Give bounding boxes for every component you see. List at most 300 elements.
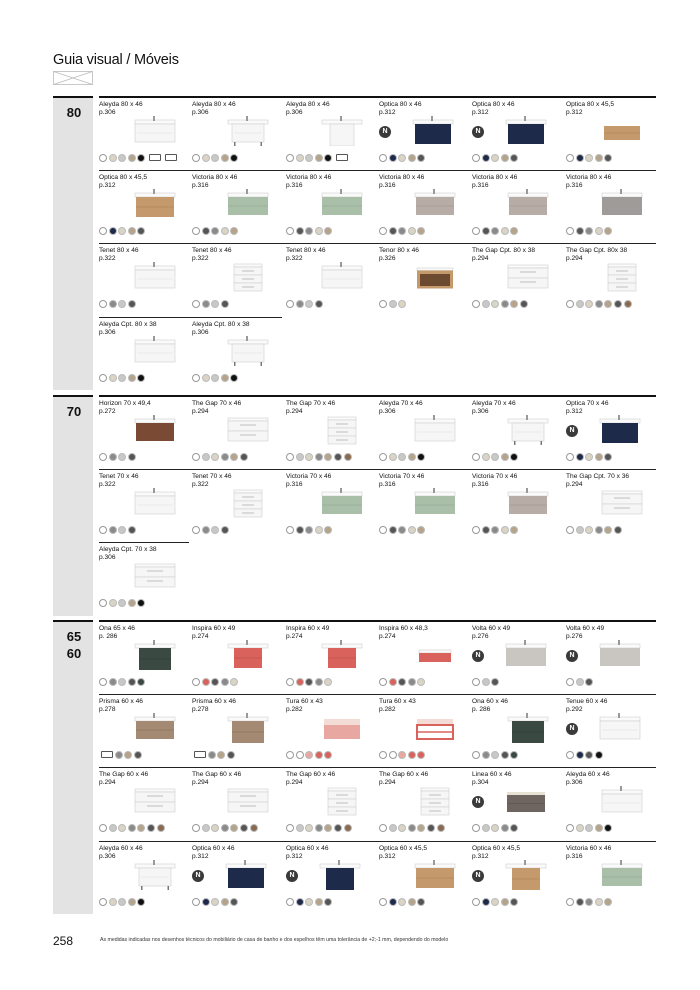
color-swatch[interactable] [491,154,499,162]
color-swatch[interactable] [286,300,294,308]
color-swatch[interactable] [118,526,126,534]
color-swatch[interactable] [296,300,304,308]
color-swatch[interactable] [109,227,117,235]
color-swatch[interactable] [408,678,416,686]
color-swatch[interactable] [491,526,499,534]
color-swatch[interactable] [604,154,612,162]
color-swatch[interactable] [118,227,126,235]
product-card[interactable] [99,397,189,469]
color-swatch[interactable] [202,453,210,461]
color-swatch[interactable] [417,154,425,162]
color-swatch[interactable] [604,453,612,461]
color-swatch[interactable] [221,678,229,686]
color-swatch[interactable] [240,824,248,832]
color-swatch[interactable] [324,526,332,534]
color-swatch[interactable] [585,898,593,906]
color-swatch[interactable] [566,526,574,534]
color-swatch[interactable] [585,154,593,162]
color-swatch[interactable] [305,824,313,832]
color-swatch[interactable] [230,227,238,235]
finish-option-icon[interactable] [336,154,348,161]
color-swatch[interactable] [417,227,425,235]
color-swatch[interactable] [389,751,397,759]
color-swatch[interactable] [118,678,126,686]
color-swatch[interactable] [566,678,574,686]
color-swatch[interactable] [389,898,397,906]
color-swatch[interactable] [585,751,593,759]
color-swatch[interactable] [137,824,145,832]
color-swatch[interactable] [192,526,200,534]
color-swatch[interactable] [595,227,603,235]
color-swatch[interactable] [417,824,425,832]
product-card[interactable] [99,695,189,767]
color-swatch[interactable] [128,599,136,607]
color-swatch[interactable] [324,751,332,759]
product-card[interactable] [566,842,656,914]
color-swatch[interactable] [585,300,593,308]
color-swatch[interactable] [305,300,313,308]
color-swatch[interactable] [286,154,294,162]
product-card[interactable] [286,171,376,243]
color-swatch[interactable] [315,751,323,759]
color-swatch[interactable] [614,526,622,534]
color-swatch[interactable] [389,154,397,162]
product-card[interactable] [472,622,562,694]
color-swatch[interactable] [286,751,294,759]
color-swatch[interactable] [296,154,304,162]
product-card[interactable] [472,171,562,243]
color-swatch[interactable] [118,824,126,832]
color-swatch[interactable] [192,374,200,382]
color-swatch[interactable] [305,227,313,235]
color-swatch[interactable] [315,300,323,308]
color-swatch[interactable] [192,898,200,906]
color-swatch[interactable] [576,227,584,235]
product-card[interactable] [379,171,469,243]
color-swatch[interactable] [211,453,219,461]
color-swatch[interactable] [398,678,406,686]
color-swatch[interactable] [99,526,107,534]
color-swatch[interactable] [501,300,509,308]
color-swatch[interactable] [99,374,107,382]
product-card[interactable] [472,397,562,469]
color-swatch[interactable] [389,824,397,832]
color-swatch[interactable] [566,824,574,832]
color-swatch[interactable] [202,227,210,235]
color-swatch[interactable] [221,154,229,162]
color-swatch[interactable] [109,824,117,832]
color-swatch[interactable] [398,526,406,534]
color-swatch[interactable] [315,526,323,534]
color-swatch[interactable] [624,300,632,308]
product-card[interactable] [99,470,189,542]
color-swatch[interactable] [595,300,603,308]
product-card[interactable] [286,244,376,316]
color-swatch[interactable] [510,300,518,308]
color-swatch[interactable] [501,154,509,162]
color-swatch[interactable] [99,227,107,235]
color-swatch[interactable] [305,751,313,759]
product-card[interactable] [379,470,469,542]
color-swatch[interactable] [192,154,200,162]
color-swatch[interactable] [576,678,584,686]
color-swatch[interactable] [202,898,210,906]
color-swatch[interactable] [585,227,593,235]
product-card[interactable] [286,98,376,170]
color-swatch[interactable] [566,453,574,461]
color-swatch[interactable] [398,227,406,235]
color-swatch[interactable] [417,898,425,906]
color-swatch[interactable] [379,678,387,686]
color-swatch[interactable] [230,678,238,686]
product-card[interactable] [99,171,189,243]
color-swatch[interactable] [305,453,313,461]
color-swatch[interactable] [296,526,304,534]
product-card[interactable] [566,244,656,316]
color-swatch[interactable] [211,374,219,382]
color-swatch[interactable] [221,374,229,382]
finish-option-icon[interactable] [149,154,161,161]
color-swatch[interactable] [472,227,480,235]
color-swatch[interactable] [491,678,499,686]
color-swatch[interactable] [124,751,132,759]
color-swatch[interactable] [211,898,219,906]
color-swatch[interactable] [128,526,136,534]
color-swatch[interactable] [408,751,416,759]
color-swatch[interactable] [595,526,603,534]
color-swatch[interactable] [510,898,518,906]
color-swatch[interactable] [286,227,294,235]
color-swatch[interactable] [408,453,416,461]
product-card[interactable] [192,397,282,469]
color-swatch[interactable] [109,300,117,308]
color-swatch[interactable] [482,678,490,686]
color-swatch[interactable] [221,898,229,906]
color-swatch[interactable] [202,526,210,534]
color-swatch[interactable] [566,751,574,759]
color-swatch[interactable] [137,227,145,235]
color-swatch[interactable] [128,898,136,906]
finish-option-icon[interactable] [101,751,113,758]
color-swatch[interactable] [614,300,622,308]
color-swatch[interactable] [109,678,117,686]
color-swatch[interactable] [324,824,332,832]
color-swatch[interactable] [134,751,142,759]
color-swatch[interactable] [379,526,387,534]
color-swatch[interactable] [202,678,210,686]
color-swatch[interactable] [118,300,126,308]
color-swatch[interactable] [221,227,229,235]
color-swatch[interactable] [202,824,210,832]
product-card[interactable] [379,397,469,469]
product-card[interactable] [286,397,376,469]
color-swatch[interactable] [585,453,593,461]
color-swatch[interactable] [501,453,509,461]
product-card[interactable] [472,768,562,840]
color-swatch[interactable] [482,824,490,832]
color-swatch[interactable] [109,453,117,461]
finish-option-icon[interactable] [165,154,177,161]
color-swatch[interactable] [604,227,612,235]
product-card[interactable] [286,768,376,840]
product-card[interactable] [99,842,189,914]
color-swatch[interactable] [417,751,425,759]
product-card[interactable] [99,318,189,390]
color-swatch[interactable] [99,898,107,906]
product-card[interactable] [379,98,469,170]
color-swatch[interactable] [99,154,107,162]
color-swatch[interactable] [324,898,332,906]
product-card[interactable] [192,244,282,316]
color-swatch[interactable] [491,300,499,308]
color-swatch[interactable] [482,898,490,906]
color-swatch[interactable] [604,526,612,534]
color-swatch[interactable] [585,526,593,534]
color-swatch[interactable] [192,678,200,686]
color-swatch[interactable] [296,453,304,461]
color-swatch[interactable] [118,374,126,382]
product-card[interactable] [99,244,189,316]
color-swatch[interactable] [315,898,323,906]
color-swatch[interactable] [250,824,258,832]
color-swatch[interactable] [305,154,313,162]
color-swatch[interactable] [240,453,248,461]
color-swatch[interactable] [491,227,499,235]
color-swatch[interactable] [379,751,387,759]
color-swatch[interactable] [437,824,445,832]
color-swatch[interactable] [472,526,480,534]
color-swatch[interactable] [482,300,490,308]
color-swatch[interactable] [324,453,332,461]
color-swatch[interactable] [109,599,117,607]
color-swatch[interactable] [305,526,313,534]
color-swatch[interactable] [408,154,416,162]
product-card[interactable] [566,768,656,840]
product-card[interactable] [379,695,469,767]
color-swatch[interactable] [501,898,509,906]
color-swatch[interactable] [296,898,304,906]
color-swatch[interactable] [389,300,397,308]
product-card[interactable] [192,171,282,243]
color-swatch[interactable] [510,154,518,162]
color-swatch[interactable] [296,824,304,832]
color-swatch[interactable] [315,824,323,832]
product-card[interactable] [99,98,189,170]
color-swatch[interactable] [202,300,210,308]
color-swatch[interactable] [398,751,406,759]
color-swatch[interactable] [417,526,425,534]
color-swatch[interactable] [128,227,136,235]
color-swatch[interactable] [286,453,294,461]
color-swatch[interactable] [472,824,480,832]
color-swatch[interactable] [192,453,200,461]
product-card[interactable] [99,622,189,694]
color-swatch[interactable] [472,751,480,759]
color-swatch[interactable] [408,898,416,906]
product-card[interactable] [566,695,656,767]
color-swatch[interactable] [230,824,238,832]
product-card[interactable] [286,470,376,542]
color-swatch[interactable] [217,751,225,759]
color-swatch[interactable] [344,453,352,461]
color-swatch[interactable] [585,678,593,686]
product-card[interactable] [192,98,282,170]
color-swatch[interactable] [334,824,342,832]
color-swatch[interactable] [566,154,574,162]
color-swatch[interactable] [427,824,435,832]
color-swatch[interactable] [566,227,574,235]
color-swatch[interactable] [221,453,229,461]
color-swatch[interactable] [576,751,584,759]
color-swatch[interactable] [389,526,397,534]
product-card[interactable] [379,768,469,840]
color-swatch[interactable] [211,154,219,162]
color-swatch[interactable] [137,678,145,686]
color-swatch[interactable] [408,227,416,235]
color-swatch[interactable] [315,678,323,686]
color-swatch[interactable] [566,898,574,906]
color-swatch[interactable] [344,824,352,832]
color-swatch[interactable] [417,678,425,686]
color-swatch[interactable] [296,751,304,759]
color-swatch[interactable] [286,678,294,686]
color-swatch[interactable] [211,824,219,832]
color-swatch[interactable] [482,453,490,461]
product-card[interactable] [99,543,189,615]
color-swatch[interactable] [379,227,387,235]
color-swatch[interactable] [482,751,490,759]
color-swatch[interactable] [208,751,216,759]
color-swatch[interactable] [379,453,387,461]
color-swatch[interactable] [192,824,200,832]
product-card[interactable] [286,842,376,914]
color-swatch[interactable] [137,599,145,607]
color-swatch[interactable] [510,453,518,461]
product-card[interactable] [192,842,282,914]
color-swatch[interactable] [482,154,490,162]
color-swatch[interactable] [595,751,603,759]
product-card[interactable] [566,397,656,469]
color-swatch[interactable] [472,300,480,308]
product-card[interactable] [472,98,562,170]
color-swatch[interactable] [491,453,499,461]
color-swatch[interactable] [137,374,145,382]
color-swatch[interactable] [389,678,397,686]
color-swatch[interactable] [510,526,518,534]
color-swatch[interactable] [128,824,136,832]
color-swatch[interactable] [109,898,117,906]
color-swatch[interactable] [202,154,210,162]
product-card[interactable] [566,171,656,243]
product-card[interactable] [472,470,562,542]
color-swatch[interactable] [595,154,603,162]
color-swatch[interactable] [398,453,406,461]
color-swatch[interactable] [157,824,165,832]
color-swatch[interactable] [576,898,584,906]
color-swatch[interactable] [408,526,416,534]
color-swatch[interactable] [128,678,136,686]
color-swatch[interactable] [315,453,323,461]
color-swatch[interactable] [417,453,425,461]
color-swatch[interactable] [334,453,342,461]
color-swatch[interactable] [566,300,574,308]
color-swatch[interactable] [482,227,490,235]
color-swatch[interactable] [192,300,200,308]
color-swatch[interactable] [501,526,509,534]
color-swatch[interactable] [491,751,499,759]
color-swatch[interactable] [221,824,229,832]
finish-option-icon[interactable] [194,751,206,758]
color-swatch[interactable] [501,227,509,235]
color-swatch[interactable] [118,599,126,607]
color-swatch[interactable] [128,154,136,162]
color-swatch[interactable] [99,599,107,607]
product-card[interactable] [566,622,656,694]
color-swatch[interactable] [109,374,117,382]
color-swatch[interactable] [230,374,238,382]
product-card[interactable] [472,244,562,316]
product-card[interactable] [286,622,376,694]
product-card[interactable] [566,98,656,170]
product-card[interactable] [286,695,376,767]
color-swatch[interactable] [595,824,603,832]
product-card[interactable] [379,622,469,694]
color-swatch[interactable] [315,227,323,235]
product-card[interactable] [379,244,469,316]
color-swatch[interactable] [510,751,518,759]
color-swatch[interactable] [482,526,490,534]
color-swatch[interactable] [227,751,235,759]
color-swatch[interactable] [305,898,313,906]
color-swatch[interactable] [296,227,304,235]
product-card[interactable] [192,622,282,694]
color-swatch[interactable] [379,154,387,162]
color-swatch[interactable] [379,898,387,906]
color-swatch[interactable] [211,300,219,308]
product-card[interactable] [192,768,282,840]
color-swatch[interactable] [576,154,584,162]
color-swatch[interactable] [118,154,126,162]
product-card[interactable] [192,318,282,390]
color-swatch[interactable] [576,526,584,534]
color-swatch[interactable] [324,154,332,162]
color-swatch[interactable] [501,824,509,832]
color-swatch[interactable] [211,526,219,534]
product-card[interactable] [99,768,189,840]
color-swatch[interactable] [211,678,219,686]
color-swatch[interactable] [389,227,397,235]
color-swatch[interactable] [128,453,136,461]
product-card[interactable] [192,695,282,767]
color-swatch[interactable] [604,898,612,906]
color-swatch[interactable] [595,453,603,461]
color-swatch[interactable] [99,678,107,686]
product-card[interactable] [472,842,562,914]
color-swatch[interactable] [576,453,584,461]
color-swatch[interactable] [202,374,210,382]
color-swatch[interactable] [221,526,229,534]
color-swatch[interactable] [286,824,294,832]
color-swatch[interactable] [305,678,313,686]
color-swatch[interactable] [576,300,584,308]
color-swatch[interactable] [501,751,509,759]
color-swatch[interactable] [576,824,584,832]
color-swatch[interactable] [296,678,304,686]
color-swatch[interactable] [585,824,593,832]
color-swatch[interactable] [324,227,332,235]
color-swatch[interactable] [324,678,332,686]
color-swatch[interactable] [595,898,603,906]
